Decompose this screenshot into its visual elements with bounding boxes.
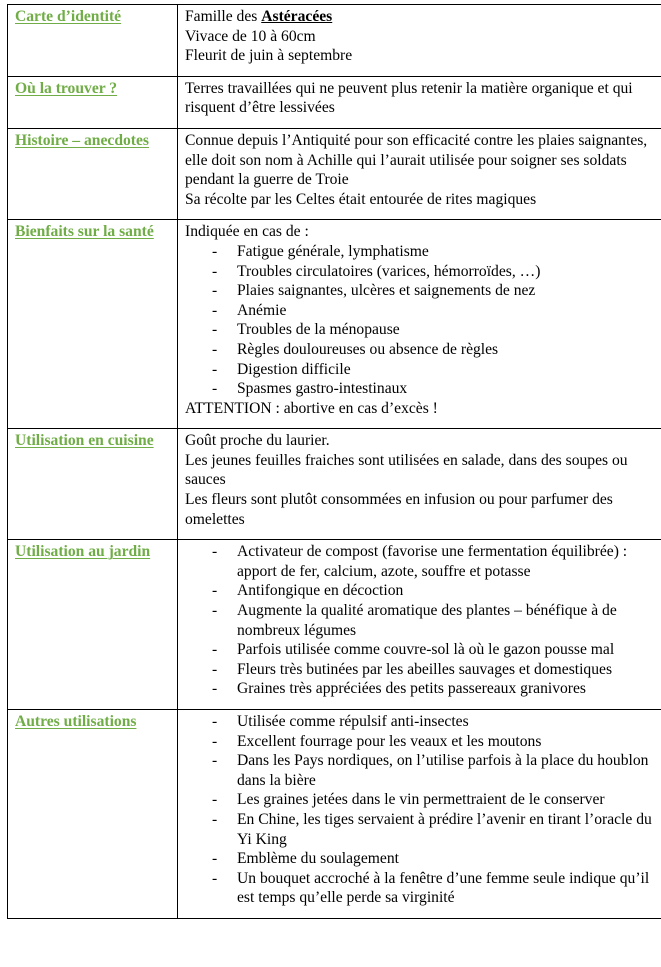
- dash-bullet: -: [212, 301, 218, 319]
- history-text-2: Sa récolte par les Celtes était entourée de rites magiques: [185, 190, 537, 208]
- cooking-text-3: Les fleurs sont plutôt consommées en infusion ou pour parfumer des omelettes: [185, 491, 613, 528]
- dash-bullet: -: [212, 850, 218, 868]
- dash-bullet: -: [212, 680, 218, 698]
- list-item-text: Parfois utilisée comme couvre-sol là où le gazon pousse mal: [237, 641, 615, 659]
- label-cell: [8, 128, 178, 219]
- row-label-history: Histoire – anecdotes: [15, 131, 149, 149]
- history-text-1: Connue depuis l’Antiquité pour son efficacité contre les plaies saignantes, elle doit son nom à Achille qui l’aurait utilisée pour soigner ses soldats pendant la guerre de Troie: [185, 131, 648, 189]
- label-cell: [8, 5, 178, 77]
- content-cell: [178, 540, 661, 710]
- dash-bullet: -: [212, 380, 218, 398]
- list-item-text: Antifongique en décoction: [237, 582, 404, 600]
- label-cell: [8, 710, 178, 919]
- dash-bullet: -: [212, 262, 218, 280]
- dash-bullet: -: [212, 732, 218, 750]
- list-item-text: En Chine, les tiges servaient à prédire l’avenir en tirant l’oracle du Yi King: [237, 810, 652, 848]
- content-cell: [178, 76, 661, 128]
- list-item-text: Un bouquet accroché à la fenêtre d’une femme seule indique qu’il est temps qu’elle perde sa virginité: [237, 869, 650, 907]
- table-row-history: [8, 128, 661, 219]
- list-item-text: Augmente la qualité aromatique des plantes – bénéfique à de nombreux légumes: [237, 602, 617, 639]
- list-item: [212, 242, 655, 262]
- plant-size: Vivace de 10 à 60cm: [185, 27, 316, 45]
- dash-bullet: -: [212, 242, 218, 260]
- list-item: [212, 679, 655, 699]
- dash-bullet: -: [212, 752, 218, 770]
- plant-fact-sheet-table: [7, 4, 661, 919]
- list-item-text: Digestion difficile: [237, 360, 351, 378]
- list-item: [212, 790, 655, 810]
- content-cell: [178, 128, 661, 219]
- dash-bullet: -: [212, 321, 218, 339]
- cooking-text-2: Les jeunes feuilles fraiches sont utilisées en salade, dans des soupes ou sauces: [185, 451, 628, 489]
- dash-bullet: -: [212, 602, 218, 620]
- row-label-health: Bienfaits sur la santé: [15, 223, 154, 241]
- list-item-text: Fleurs très butinées par les abeilles sauvages et domestiques: [237, 660, 613, 678]
- flowering-period: Fleurit de juin à septembre: [185, 47, 353, 65]
- list-item-text: Dans les Pays nordiques, on l’utilise parfois à la place du houblon dans la bière: [237, 752, 649, 789]
- list-item-text: Activateur de compost (favorise une fermentation équilibrée) : apport de fer, calcium, azote, souffre et potasse: [237, 543, 628, 580]
- list-item-text: Plaies saignantes, ulcères et saignements de nez: [237, 282, 536, 300]
- row-label-other: Autres utilisations: [15, 713, 137, 730]
- family-prefix: Famille des: [185, 8, 262, 25]
- list-item: [212, 581, 655, 601]
- list-item-text: Emblème du soulagement: [237, 850, 399, 868]
- label-cell: [8, 429, 178, 540]
- dash-bullet: -: [212, 340, 218, 358]
- health-intro: Indiquée en cas de :: [185, 223, 309, 241]
- dash-bullet: -: [212, 810, 218, 828]
- dash-bullet: -: [212, 869, 218, 887]
- garden-list: [185, 542, 655, 699]
- row-label-identity: Carte d’identité: [15, 8, 122, 25]
- list-item: [212, 849, 655, 869]
- label-cell: [8, 76, 178, 128]
- list-item: [212, 320, 655, 340]
- family-name: Astéracées: [261, 8, 333, 25]
- list-item: [212, 542, 655, 581]
- list-item: [212, 660, 655, 680]
- list-item-text: Graines très appréciées des petits passereaux granivores: [237, 680, 586, 698]
- table-row-garden: [8, 540, 661, 710]
- list-item: [212, 301, 655, 321]
- row-label-where: Où la trouver ?: [15, 79, 118, 97]
- dash-bullet: -: [212, 582, 218, 600]
- dash-bullet: -: [212, 660, 218, 678]
- content-cell: [178, 429, 661, 540]
- table-row-identity: [8, 5, 661, 77]
- dash-bullet: -: [212, 713, 218, 730]
- list-item-text: Les graines jetées dans le vin permettraient de le conserver: [237, 791, 605, 809]
- habitat-text: Terres travaillées qui ne peuvent plus retenir la matière organique et qui risquent d’être lessivées: [185, 79, 633, 117]
- cooking-text-1: Goût proche du laurier.: [185, 432, 330, 450]
- content-cell: [178, 5, 661, 77]
- dash-bullet: -: [212, 360, 218, 378]
- list-item: [212, 869, 655, 908]
- list-item: [212, 262, 655, 282]
- row-label-cooking: Utilisation en cuisine: [15, 432, 154, 450]
- list-item: [212, 751, 655, 790]
- list-item: [212, 640, 655, 660]
- table-row-health: [8, 220, 661, 429]
- table-row-other: [8, 710, 661, 919]
- list-item-text: Anémie: [237, 301, 287, 319]
- dash-bullet: -: [212, 543, 218, 561]
- dash-bullet: -: [212, 791, 218, 809]
- list-item-text: Troubles de la ménopause: [237, 321, 400, 339]
- row-label-garden: Utilisation au jardin: [15, 543, 151, 561]
- list-item: [212, 601, 655, 640]
- list-item-text: Troubles circulatoires (varices, hémorroïdes, …): [237, 262, 541, 280]
- list-item: [212, 281, 655, 301]
- family-line: [185, 7, 655, 27]
- list-item: [212, 379, 655, 399]
- dash-bullet: -: [212, 282, 218, 300]
- health-list: [185, 242, 655, 399]
- other-uses-list: [185, 712, 655, 908]
- list-item: [212, 712, 655, 732]
- dash-bullet: -: [212, 641, 218, 659]
- list-item-text: Utilisée comme répulsif anti-insectes: [237, 713, 469, 730]
- list-item-text: Règles douloureuses ou absence de règles: [237, 340, 499, 358]
- list-item: [212, 360, 655, 380]
- list-item-text: Spasmes gastro-intestinaux: [237, 380, 408, 398]
- list-item-text: Excellent fourrage pour les veaux et les moutons: [237, 732, 542, 750]
- label-cell: [8, 540, 178, 710]
- list-item: [212, 732, 655, 752]
- health-warning: ATTENTION : abortive en cas d’excès !: [185, 399, 438, 417]
- list-item-text: Fatigue générale, lymphatisme: [237, 242, 429, 260]
- content-cell: [178, 710, 661, 919]
- label-cell: [8, 220, 178, 429]
- table-row-cooking: [8, 429, 661, 540]
- list-item: [212, 810, 655, 849]
- table-row-where: [8, 76, 661, 128]
- content-cell: [178, 220, 661, 429]
- list-item: [212, 340, 655, 360]
